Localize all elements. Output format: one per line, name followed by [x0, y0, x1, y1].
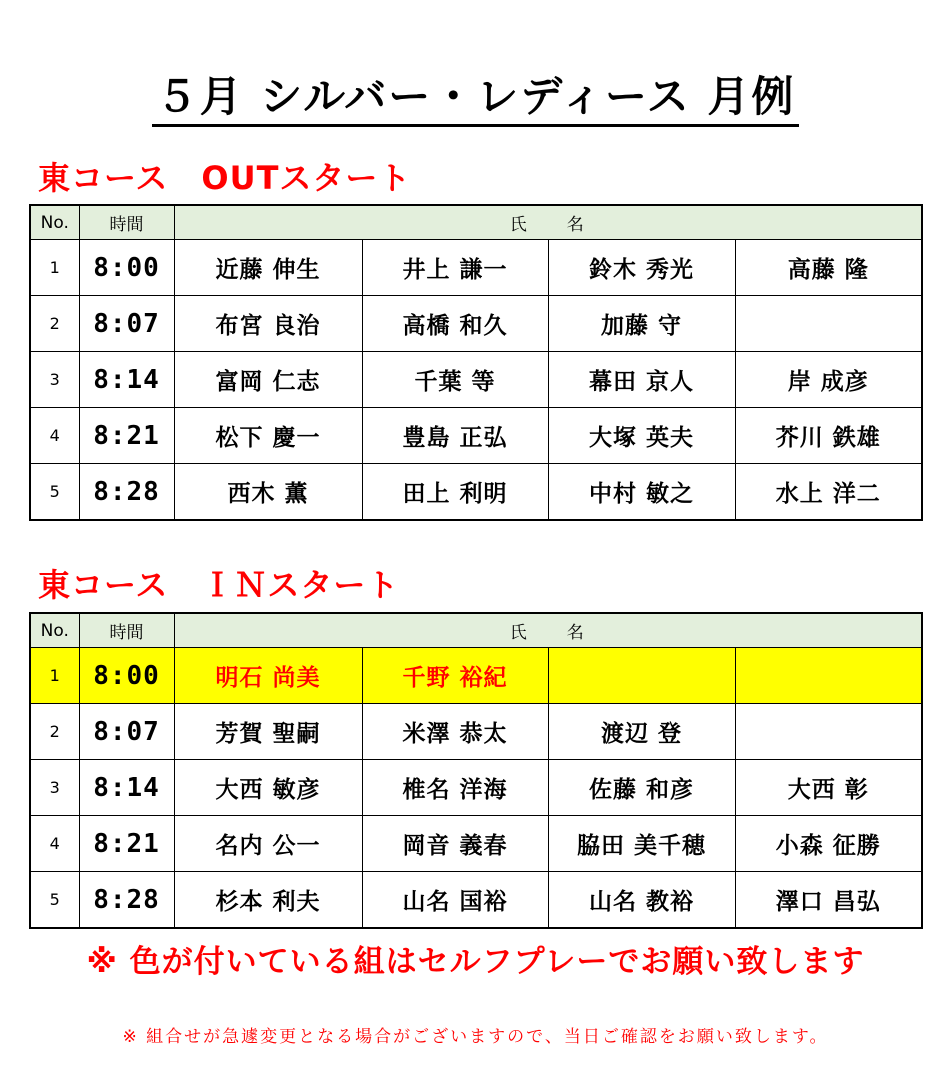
- group-number: 5: [30, 464, 79, 521]
- player-name: 井上 謙一: [362, 240, 548, 296]
- tee-time: 8:14: [79, 352, 174, 408]
- page-title: [0, 72, 951, 127]
- player-name: 大塚 英夫: [548, 408, 735, 464]
- group-number: 3: [30, 352, 79, 408]
- player-name: 佐藤 和彦: [548, 760, 735, 816]
- tee-time: 8:00: [79, 648, 174, 704]
- group-number: 2: [30, 296, 79, 352]
- self-play-notice: ※ 色が付いている組はセルフプレーでお願い致します: [86, 944, 865, 980]
- player-name: 山名 国裕: [362, 872, 548, 929]
- table-row: [30, 352, 922, 408]
- player-name: 芳賀 聖嗣: [174, 704, 362, 760]
- table-row: [30, 816, 922, 872]
- in-section-heading: 東コース ＩＮスタート: [38, 566, 400, 604]
- player-name: [735, 704, 922, 760]
- player-name: 山名 教裕: [548, 872, 735, 929]
- table-row: [30, 872, 922, 929]
- player-name: 中村 敏之: [548, 464, 735, 521]
- tee-time: 8:07: [79, 296, 174, 352]
- player-name: 米澤 恭太: [362, 704, 548, 760]
- header-no: No.: [30, 613, 79, 648]
- player-name: 布宮 良治: [174, 296, 362, 352]
- player-name: 水上 洋二: [735, 464, 922, 521]
- player-name: 大西 彰: [735, 760, 922, 816]
- player-name: 松下 慶一: [174, 408, 362, 464]
- player-name: 高橋 和久: [362, 296, 548, 352]
- tee-time: 8:14: [79, 760, 174, 816]
- player-name: [735, 296, 922, 352]
- header-time: 時間: [79, 205, 174, 240]
- player-name: 千野 裕紀: [362, 648, 548, 704]
- player-name: 岸 成彦: [735, 352, 922, 408]
- player-name: 岡音 義春: [362, 816, 548, 872]
- header-name: 氏 名: [174, 613, 922, 648]
- player-name: 小森 征勝: [735, 816, 922, 872]
- player-name: 高藤 隆: [735, 240, 922, 296]
- group-number: 4: [30, 816, 79, 872]
- player-name: 脇田 美千穂: [548, 816, 735, 872]
- table-header-row: [30, 205, 922, 240]
- player-name: 椎名 洋海: [362, 760, 548, 816]
- change-footnote: ※ 組合せが急遽変更となる場合がございますので、当日ご確認をお願い致します。: [122, 1027, 829, 1047]
- group-number: 1: [30, 240, 79, 296]
- out-section-heading: 東コース OUTスタート: [38, 159, 412, 197]
- tee-time: 8:21: [79, 408, 174, 464]
- group-number: 2: [30, 704, 79, 760]
- player-name: [548, 648, 735, 704]
- header-name: 氏 名: [174, 205, 922, 240]
- group-number: 1: [30, 648, 79, 704]
- header-time: 時間: [79, 613, 174, 648]
- self-play-row: [30, 648, 922, 704]
- player-name: 近藤 伸生: [174, 240, 362, 296]
- player-name: 明石 尚美: [174, 648, 362, 704]
- page-title-text: ５月 シルバー・レディース 月例: [152, 72, 800, 127]
- player-name: 澤口 昌弘: [735, 872, 922, 929]
- table-row: [30, 296, 922, 352]
- player-name: 大西 敏彦: [174, 760, 362, 816]
- table-row: [30, 464, 922, 521]
- group-number: 4: [30, 408, 79, 464]
- player-name: 芥川 鉄雄: [735, 408, 922, 464]
- out-start-table: [29, 204, 923, 521]
- tee-time: 8:28: [79, 464, 174, 521]
- table-row: [30, 408, 922, 464]
- player-name: [735, 648, 922, 704]
- player-name: 豊島 正弘: [362, 408, 548, 464]
- table-row: [30, 760, 922, 816]
- player-name: 鈴木 秀光: [548, 240, 735, 296]
- player-name: 幕田 京人: [548, 352, 735, 408]
- tee-time: 8:28: [79, 872, 174, 929]
- player-name: 加藤 守: [548, 296, 735, 352]
- player-name: 西木 薫: [174, 464, 362, 521]
- player-name: 田上 利明: [362, 464, 548, 521]
- table-row: [30, 240, 922, 296]
- table-row: [30, 704, 922, 760]
- tee-time: 8:00: [79, 240, 174, 296]
- tee-time: 8:07: [79, 704, 174, 760]
- player-name: 名内 公一: [174, 816, 362, 872]
- player-name: 杉本 利夫: [174, 872, 362, 929]
- player-name: 渡辺 登: [548, 704, 735, 760]
- table-header-row: [30, 613, 922, 648]
- player-name: 千葉 等: [362, 352, 548, 408]
- tee-time: 8:21: [79, 816, 174, 872]
- in-start-table: [29, 612, 923, 929]
- group-number: 3: [30, 760, 79, 816]
- group-number: 5: [30, 872, 79, 929]
- header-no: No.: [30, 205, 79, 240]
- player-name: 富岡 仁志: [174, 352, 362, 408]
